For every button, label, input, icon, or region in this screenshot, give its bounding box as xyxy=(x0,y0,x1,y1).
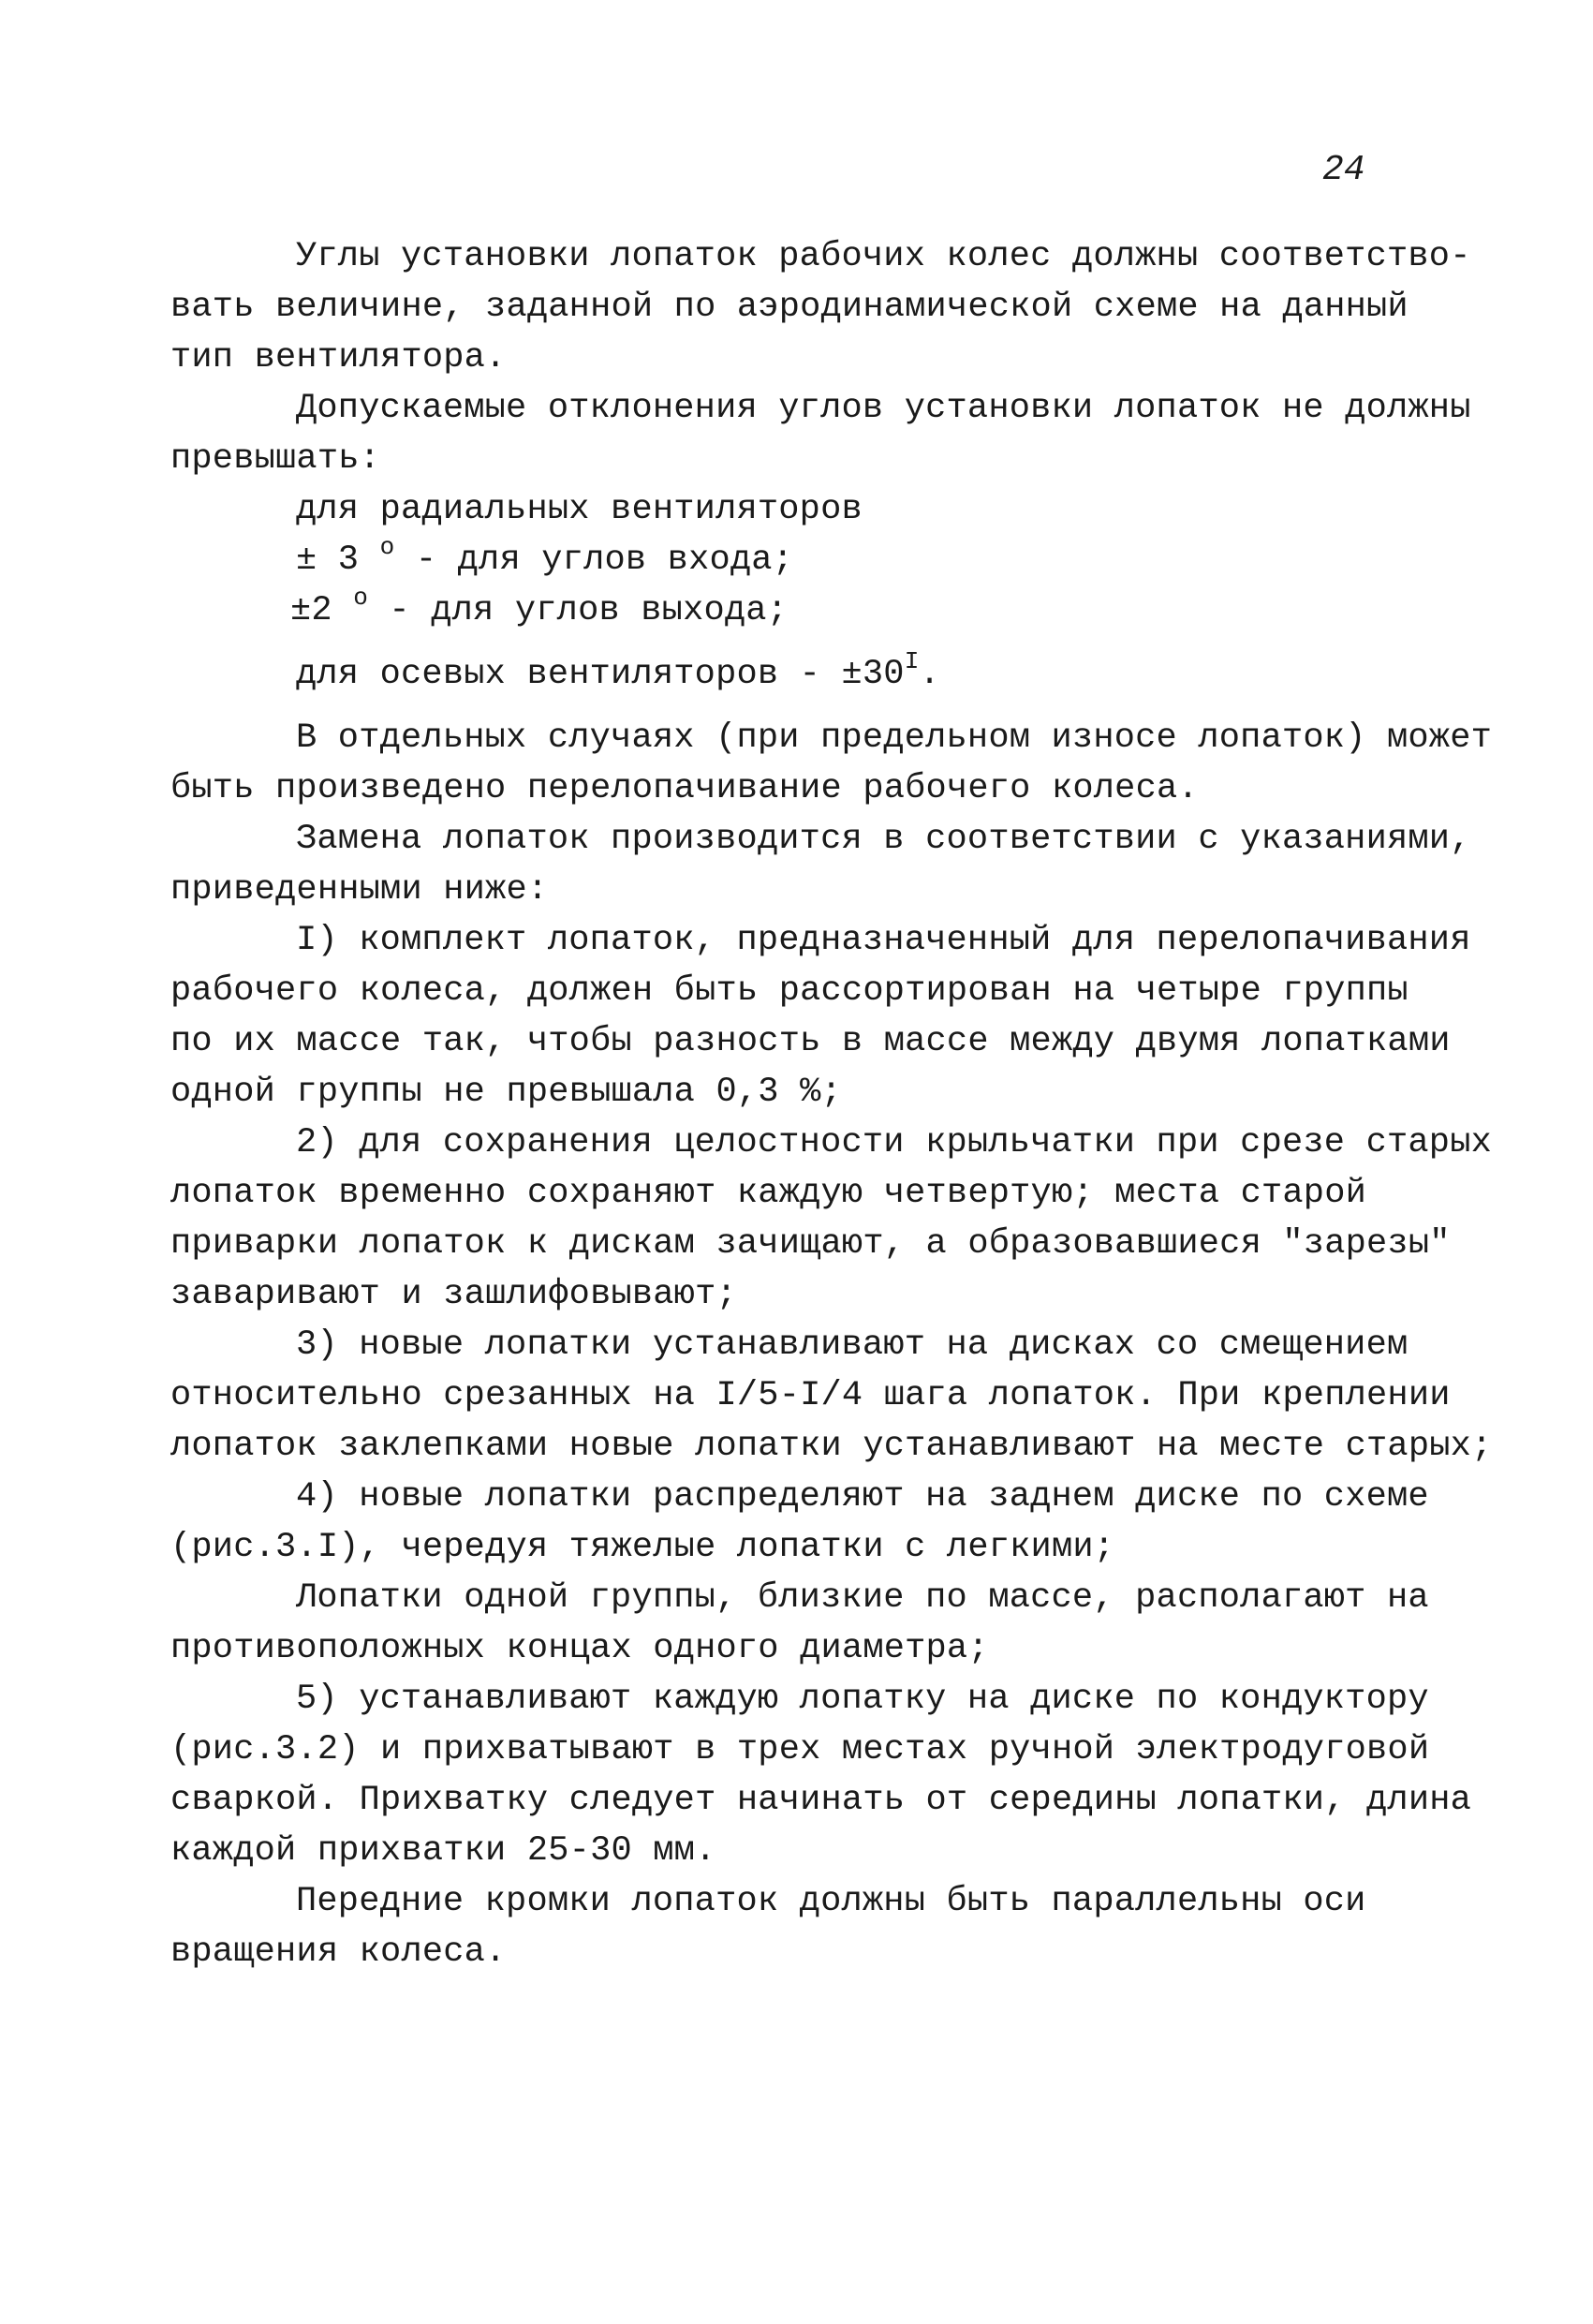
list-item-line: по их массе так, чтобы разность в массе между двумя лопатками xyxy=(170,1022,1451,1061)
list-item-line: лопаток заклепками новые лопатки устанавливают на месте старых; xyxy=(170,1427,1493,1466)
tolerance-outlet-line xyxy=(290,586,788,637)
list-item-line: I) комплект лопаток, предназначенный для перелопачивания xyxy=(296,921,1471,960)
paragraph-line: Допускаемые отклонения углов установки лопаток не должны xyxy=(296,389,1471,428)
paragraph-line: быть произведено перелопачивание рабочего колеса. xyxy=(170,769,1199,808)
list-item-line: рабочего колеса, должен быть рассортирован на четыре группы xyxy=(170,971,1409,1011)
list-item-line: 3) новые лопатки устанавливают на дисках со смещением xyxy=(296,1325,1409,1365)
tolerance-inlet-line xyxy=(296,533,794,586)
list-item-line: 2) для сохранения целостности крыльчатки при срезе старых xyxy=(296,1123,1493,1162)
minute-mark: I xyxy=(904,647,920,675)
tolerance-inlet-text: - для углов входа; xyxy=(394,540,794,580)
list-item-line: сваркой. Прихватку следует начинать от середины лопатки, длина xyxy=(170,1781,1472,1820)
list-item-line: каждой прихватки 25-30 мм. xyxy=(170,1831,716,1871)
paragraph-line: Передние кромки лопаток должны быть параллельны оси xyxy=(296,1882,1366,1921)
list-item-line: относительно срезанных на I/5-I/4 шага лопаток. При креплении xyxy=(170,1376,1451,1415)
axial-tolerance-value: ±30 xyxy=(841,655,905,694)
axial-end: . xyxy=(919,655,940,694)
paragraph-line: В отдельных случаях (при предельном износе лопаток) может xyxy=(296,718,1493,758)
paragraph-line: приведенными ниже: xyxy=(170,870,549,910)
axial-fans-text: для осевых вентиляторов - xyxy=(296,655,842,694)
paragraph-line: превышать: xyxy=(170,439,381,479)
tolerance-inlet-value: ± 3 xyxy=(296,540,360,580)
tolerance-outlet-text: - для углов выхода; xyxy=(368,591,789,630)
paragraph-line: тип вентилятора. xyxy=(170,338,507,377)
list-item-line: 4) новые лопатки распределяют на заднем диске по схеме xyxy=(296,1477,1429,1517)
list-item-line: 5) устанавливают каждую лопатку на диске по кондуктору xyxy=(296,1680,1429,1719)
paragraph-line: противоположных концах одного диаметра; xyxy=(170,1629,989,1668)
paragraph-line: вращения колеса. xyxy=(170,1932,507,1972)
list-item-line: (рис.3.I), чередуя тяжелые лопатки с легкими; xyxy=(170,1528,1115,1567)
list-item-line: одной группы не превышала 0,3 %; xyxy=(170,1073,842,1112)
page-number: 24 xyxy=(1322,150,1365,190)
paragraph-line: Замена лопаток производится в соответствии с указаниями, xyxy=(296,820,1471,859)
degree-sign: о xyxy=(353,584,369,612)
list-item-line: лопаток временно сохраняют каждую четвертую; места старой xyxy=(170,1174,1367,1213)
radial-fans-heading: для радиальных вентиляторов xyxy=(296,490,863,529)
list-item-line: заваривают и зашлифовывают; xyxy=(170,1275,737,1314)
paragraph-line: вать величине, заданной по аэродинамической схеме на данный xyxy=(170,288,1409,327)
axial-fans-line xyxy=(296,647,940,701)
tolerance-outlet-value: ±2 xyxy=(290,591,332,630)
list-item-line: приварки лопаток к дискам зачищают, а образовавшиеся "зарезы" xyxy=(170,1224,1451,1264)
paragraph-line: Углы установки лопаток рабочих колес должны соответство- xyxy=(296,237,1471,276)
list-item-line: (рис.3.2) и прихватывают в трех местах ручной электродуговой xyxy=(170,1730,1430,1769)
paragraph-line: Лопатки одной группы, близкие по массе, располагают на xyxy=(296,1578,1429,1618)
degree-sign: о xyxy=(379,533,395,561)
